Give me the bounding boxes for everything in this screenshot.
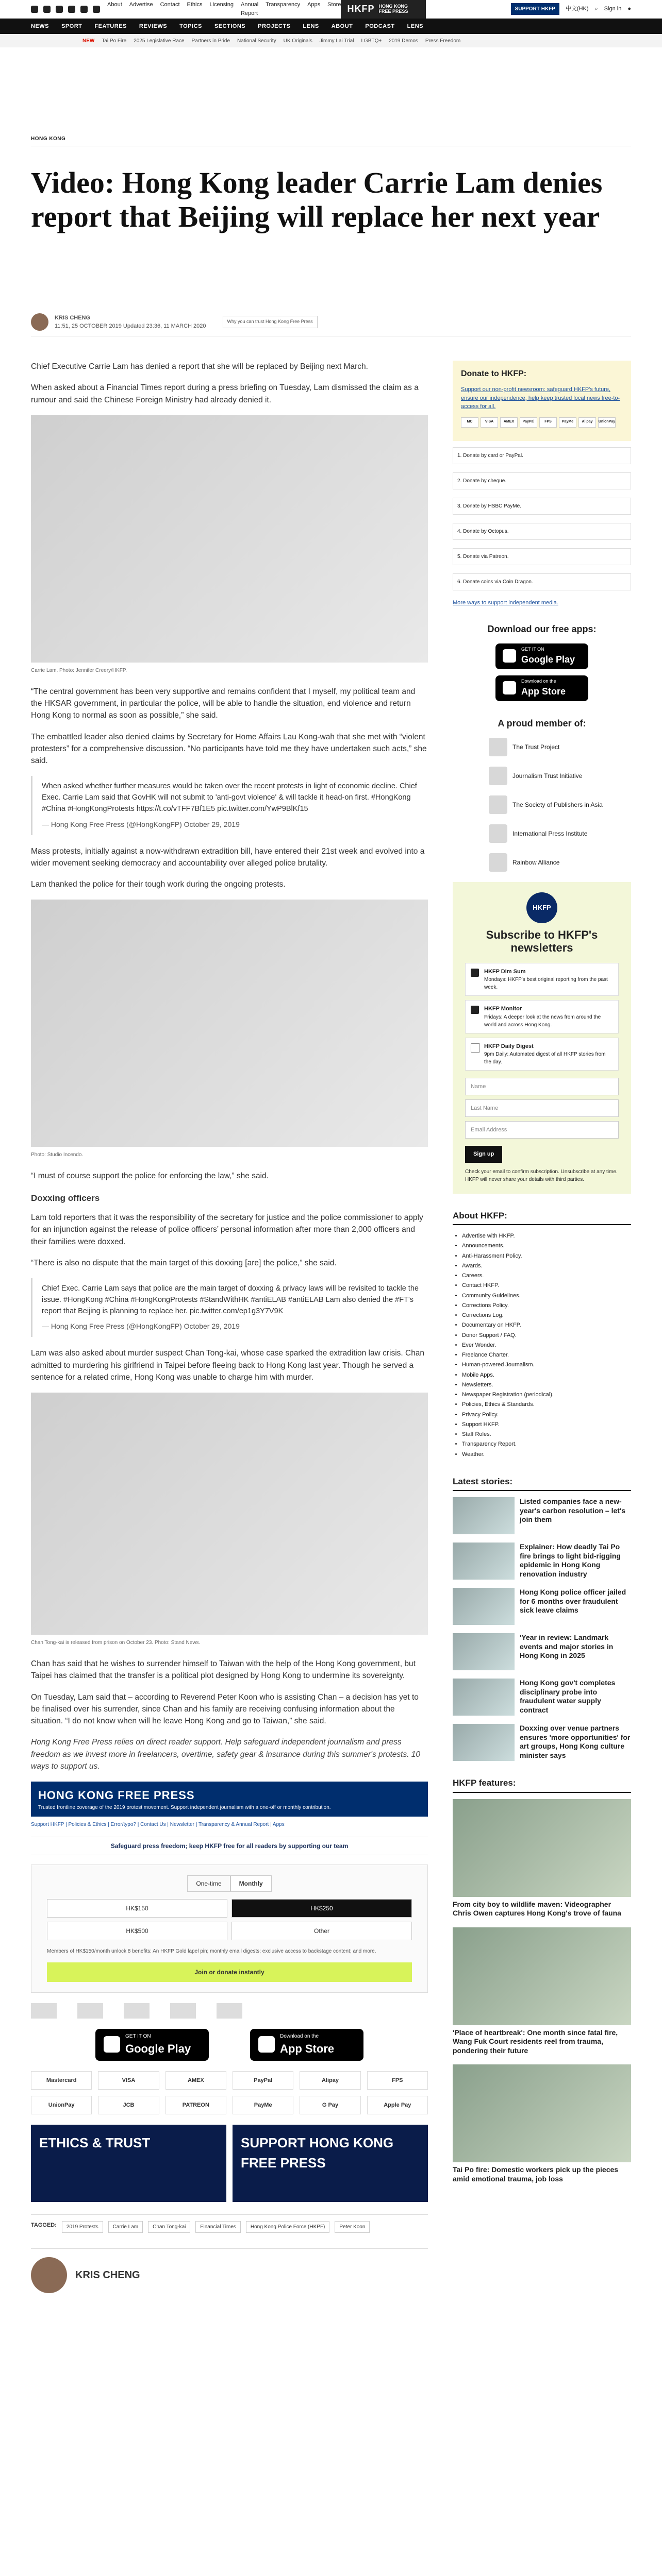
latest-story[interactable] [453, 1588, 631, 1625]
latest-story[interactable] [453, 1633, 631, 1670]
about-link[interactable]: • Policies, Ethics & Standards. [462, 1400, 631, 1410]
amount-options [47, 1899, 412, 1940]
payment-logos [31, 2071, 428, 2114]
author-box [31, 2248, 428, 2293]
main-nav-item[interactable]: ABOUT [331, 23, 353, 29]
story-title: 'Year in review: Landmark events and major stories in Hong Kong in 2025 [520, 1633, 614, 1660]
feature-image [453, 1799, 631, 1897]
about-link[interactable]: • Newspaper Registration (periodical). [462, 1390, 631, 1400]
about-list [453, 1231, 631, 1460]
about-link[interactable]: • Human-powered Journalism. [462, 1360, 631, 1370]
donate-option[interactable]: 2. Donate by cheque. [453, 472, 631, 489]
payment-logo: UnionPay [31, 2096, 92, 2114]
paragraph: Mass protests, initially against a now-withdrawn extradition bill, have entered their 21st week and evolved into a wider movement seeking democracy and accountability over alleged police brutality. [31, 846, 425, 868]
author-avatar-large [31, 2257, 67, 2293]
member-logo-icon [489, 824, 507, 843]
card-logos [461, 417, 623, 428]
member-logo-icon [489, 795, 507, 814]
language-link[interactable]: 中文(HK) [565, 6, 589, 12]
about-link[interactable]: • Ever Wonder. [462, 1341, 631, 1350]
support-note: Hong Kong Free Press relies on direct reader support. Help safeguard independent journalism and press freedom as we invest more in freelancers, overtime, safety gear & insurance during this summer's protests. 10 ways to support us. [31, 1738, 421, 1771]
top-right [426, 3, 631, 15]
top-links [107, 1, 341, 18]
member-logo-icon [489, 853, 507, 872]
donate-option[interactable]: 6. Donate coins via Coin Dragon. [453, 573, 631, 590]
newsletter-title: Subscribe to HKFP's newsletters [486, 928, 598, 955]
member-item[interactable] [489, 767, 631, 785]
store-name: Google Play [125, 2042, 191, 2055]
top-link[interactable]: Annual Report [240, 2, 259, 16]
amount-option[interactable]: HK$500 [47, 1922, 227, 1940]
article-image-chan-tong-kai [31, 1393, 428, 1635]
main-nav-item[interactable]: SECTIONS [214, 23, 246, 29]
signup-button[interactable]: Sign up [465, 1146, 502, 1163]
member-benefits: Members of HK$150/month unlock 8 benefits: An HKFP Gold lapel pin; monthly email digests; exclusive access to backstage content; and more. [47, 1948, 376, 1954]
tag[interactable]: 2019 Protests [62, 2221, 103, 2233]
main-nav-item[interactable]: REVIEWS [139, 23, 168, 29]
about-link[interactable]: • Advertise with HKFP. [462, 1231, 631, 1241]
tag-list [31, 2214, 428, 2233]
paragraph: The embattled leader also denied claims by Secretary for Home Affairs Lau Kong-wah that she met with “violent protesters” for a comprehensive discussion. “No participants have told me they have undertaken such acts,” she said. [31, 732, 427, 765]
card-logo: Alipay [578, 417, 596, 428]
x-icon[interactable] [43, 6, 51, 13]
store-name: Google Play [521, 654, 575, 665]
top-link[interactable]: Ethics [187, 2, 203, 8]
payment-logo: G Pay [300, 2096, 360, 2114]
top-link[interactable]: Licensing [209, 2, 234, 8]
donate-widget [31, 1865, 428, 1993]
feature-title: Tai Po fire: Domestic workers pick up the pieces amid emotional trauma, job loss [453, 2165, 619, 2183]
about-link[interactable]: • Careers. [462, 1271, 631, 1281]
paragraph: “The central government has been very supportive and remains confident that I myself, my political team and the HKSAR government, in particular the police, will be able to handle the situation, end violence and return Hong Kong to normal as soon as possible,” she said. [31, 687, 416, 720]
about-link[interactable]: • Contact HKFP. [462, 1281, 631, 1291]
latest-story[interactable] [453, 1679, 631, 1716]
support-hkfp-button[interactable]: SUPPORT HKFP [511, 3, 559, 15]
about-link[interactable]: • Staff Roles. [462, 1430, 631, 1439]
category-label[interactable]: HONG KONG [31, 135, 631, 146]
more-ways-link[interactable]: More ways to support independent media. [453, 599, 558, 606]
member-name: Journalism Trust Initiative [512, 772, 583, 779]
feature-story[interactable] [453, 1799, 631, 1918]
article-image-carrie-lam [31, 415, 428, 663]
paragraph: When asked about a Financial Times report during a press briefing on Tuesday, Lam dismissed the claim as a rumour and said the Chinese Foreign Ministry had already denied it. [31, 383, 419, 404]
payment-logo: JCB [98, 2096, 159, 2114]
newsletter-option-dimsum[interactable] [465, 963, 619, 996]
feature-title: From city boy to wildlife maven: Videographer Chris Owen captures Hong Kong's trove of fauna [453, 1900, 621, 1918]
member-name: The Society of Publishers in Asia [512, 801, 603, 808]
latest-list [453, 1497, 631, 1761]
paragraph: Chief Executive Carrie Lam has denied a report that she will be replaced by Beijing next March. [31, 362, 368, 371]
member-title: A proud member of: [498, 718, 586, 728]
latest-story[interactable] [453, 1543, 631, 1580]
donate-option[interactable]: 1. Donate by card or PayPal. [453, 447, 631, 464]
nl-name: HKFP Daily Digest [484, 1043, 534, 1049]
paragraph: “I must of course support the police for enforcing the law,” she said. [31, 1172, 269, 1181]
safeguard-heading: Safeguard press freedom; keep HKFP free for all readers by supporting our team [31, 1837, 428, 1855]
main-nav-item[interactable]: FEATURES [94, 23, 127, 29]
banner-subtitle: Trusted frontline coverage of the 2019 protest movement. Support independent journalism with a one-off or monthly contribution. [38, 1805, 331, 1810]
about-link[interactable]: • Community Guidelines. [462, 1291, 631, 1301]
top-link[interactable]: Store [327, 2, 341, 8]
subnav-items [102, 37, 460, 45]
author-name[interactable]: KRIS CHENG [55, 314, 91, 321]
embedded-tweet[interactable] [31, 776, 428, 835]
member-logo-icon [489, 738, 507, 756]
payment-logo: AMEX [166, 2071, 226, 2090]
about-link[interactable]: • Freelance Charter. [462, 1350, 631, 1360]
nl-name: HKFP Monitor [484, 1006, 522, 1012]
store-top: GET IT ON [521, 646, 544, 652]
top-link[interactable]: Transparency [266, 2, 301, 8]
nl-desc: Mondays: HKFP's best original reporting from the past week. [484, 977, 608, 991]
top-link[interactable]: Apps [307, 2, 321, 8]
support-promo[interactable]: SUPPORT HONG KONG FREE PRESS [233, 2125, 428, 2202]
byline [31, 313, 631, 336]
story-thumbnail [453, 1633, 515, 1670]
subnav-item[interactable]: LGBTQ+ [361, 38, 382, 44]
rainbow-logo [217, 2003, 242, 2019]
linkedin-icon[interactable] [93, 6, 100, 13]
first-name-field[interactable]: Name [465, 1078, 619, 1095]
main-nav-item[interactable]: SPORT [61, 23, 82, 29]
payment-logo: FPS [367, 2071, 428, 2090]
story-thumbnail [453, 1724, 515, 1761]
top-link[interactable]: Advertise [129, 2, 153, 8]
paragraph: Lam thanked the police for their tough work during the ongoing protests. [31, 880, 286, 889]
payment-logo: Mastercard [31, 2071, 92, 2090]
promo-row [31, 2125, 428, 2202]
sub-nav [0, 34, 662, 47]
subnav-item[interactable]: UK Originals [283, 38, 312, 44]
hkfp-logo[interactable] [341, 0, 426, 19]
store-top: Download on the [521, 678, 556, 684]
toggle-one-time[interactable]: One-time [187, 1875, 230, 1892]
ipi-logo [170, 2003, 196, 2019]
feature-story[interactable] [453, 1927, 631, 2056]
hkfp-support-banner[interactable] [31, 1782, 428, 1817]
apple-icon [503, 681, 516, 694]
trust-project-logo [31, 2003, 57, 2019]
paragraph: Lam told reporters that it was the responsibility of the secretary for justice and the police commissioner to apply for an injunction against the release of police officers’ personal information after more than 2,000 officers and their families were doxxed. [31, 1213, 423, 1246]
email-field[interactable]: Email Address [465, 1121, 619, 1139]
top-bar [0, 0, 662, 19]
app-store-button[interactable] [250, 2029, 363, 2061]
card-logo: UnionPay [598, 417, 616, 428]
story-title: Hong Kong police officer jailed for 6 months over fraudulent sick leave claims [520, 1588, 626, 1615]
logo-abbr: HKFP [347, 4, 375, 14]
member-name: International Press Institute [512, 830, 588, 837]
store-top: Download on the [280, 2033, 319, 2039]
sidebar-donate [453, 361, 631, 441]
main-nav-item[interactable]: TOPICS [179, 23, 202, 29]
subnav-item[interactable]: Jimmy Lai Trial [319, 38, 354, 44]
features-list [453, 1799, 631, 2184]
features-section [453, 1776, 631, 2183]
tweet-text: Chief Exec. Carrie Lam says that police are the main target of doxxing & privacy laws will be revisited to tackle the issue. #HongKong #China #HongKongProtests #StandWithHK #antiELAB #antiELAB Lam also denied the #FT's report that Beijing is planning to replace her. pic.twitter.com/ep1g3Y7V9K [42, 1284, 419, 1315]
last-name-field[interactable]: Last Name [465, 1099, 619, 1117]
paragraph: Chan has said that he wishes to surrender himself to Taiwan with the help of the Hong Kong government, but Taipei has claimed that the transfer is a political plot designed by Hong Kong to undermine its sovereignty. [31, 1659, 416, 1681]
feature-title: 'Place of heartbreak': One month since fatal fire, Wang Fuk Court residents reel from trauma, pondering their future [453, 2028, 618, 2055]
signin-link[interactable]: Sign in [604, 6, 622, 12]
store-name: App Store [521, 686, 566, 697]
nl-desc: Fridays: A deeper look at the news from around the world and across Hong Kong. [484, 1014, 601, 1028]
story-thumbnail [453, 1543, 515, 1580]
donate-option[interactable]: 4. Donate by Octopus. [453, 523, 631, 540]
subnav-item[interactable]: Partners in Pride [191, 38, 230, 44]
image-caption: Carrie Lam. Photo: Jennifer Creery/HKFP. [31, 667, 127, 673]
tags-label: TAGGED: [31, 2222, 57, 2228]
main-nav-item[interactable]: PROJECTS [258, 23, 291, 29]
ethics-promo[interactable]: ETHICS & TRUST [31, 2125, 226, 2202]
top-link[interactable]: Contact [160, 2, 180, 8]
author-avatar [31, 313, 48, 331]
story-title: Doxxing over venue partners ensures 'more opportunities' for art groups, Hong Kong culture minister says [520, 1724, 631, 1759]
amount-option-selected[interactable]: HK$250 [231, 1899, 412, 1918]
newsletter-option-monitor[interactable] [465, 1000, 619, 1033]
about-link[interactable]: • Support HKFP. [462, 1420, 631, 1430]
features-title: HKFP features: [453, 1776, 631, 1793]
join-button[interactable]: Join or donate instantly [47, 1962, 412, 1982]
payment-logo: PATREON [166, 2096, 226, 2114]
threads-icon[interactable] [80, 6, 88, 13]
frequency-toggle [47, 1875, 412, 1892]
main-nav-item[interactable]: LENS [407, 23, 423, 29]
facebook-icon[interactable] [31, 6, 38, 13]
member-name: The Trust Project [512, 743, 560, 751]
member-item[interactable] [489, 824, 631, 843]
tweet-byline[interactable]: — Hong Kong Free Press (@HongKongFP) October 29, 2019 [42, 820, 240, 828]
tweet-text: When asked whether further measures would be taken over the recent protests in light of economic decline. Chief Exec. Carrie Lam said that GovHK will not submit to 'anti-govt violence' & will tackle it head-on first. #HongKong #China #HongKongProtests https://t.co/vTFF7Bf1E5 pic.twitter.com/YwP9BlKf15 [42, 782, 417, 813]
tweet-byline[interactable]: — Hong Kong Free Press (@HongKongFP) October 29, 2019 [42, 1322, 240, 1331]
about-link[interactable]: • Documentary on HKFP. [462, 1320, 631, 1330]
subnav-item[interactable]: National Security [237, 38, 276, 44]
card-logo: FPS [539, 417, 557, 428]
google-play-icon [503, 649, 516, 663]
latest-story[interactable] [453, 1724, 631, 1761]
story-thumbnail [453, 1497, 515, 1534]
sidebar-google-play[interactable] [495, 643, 588, 669]
about-link[interactable]: • Weather. [462, 1450, 631, 1460]
logo-name: HONG KONG FREE PRESS [378, 3, 408, 14]
about-link[interactable]: • Corrections Log. [462, 1311, 631, 1320]
about-link[interactable]: • Awards. [462, 1261, 631, 1271]
latest-story[interactable] [453, 1497, 631, 1534]
google-play-button[interactable] [95, 2029, 209, 2061]
main-nav-item[interactable]: LENS [303, 23, 319, 29]
card-logo: VISA [481, 417, 498, 428]
tag[interactable]: Hong Kong Police Force (HKPF) [246, 2221, 330, 2233]
story-title: Explainer: How deadly Tai Po fire brings to light bid-rigging epidemic in Hong Kong renovation industry [520, 1543, 621, 1578]
feature-story[interactable] [453, 2064, 631, 2183]
tag[interactable]: Carrie Lam [108, 2221, 143, 2233]
sopa-logo [124, 2003, 150, 2019]
image-caption: Chan Tong-kai is released from prison on October 23. Photo: Stand News. [31, 1640, 201, 1646]
newsletter-box [453, 882, 631, 1194]
jti-logo [77, 2003, 103, 2019]
story-title: Hong Kong gov't completes disciplinary probe into fraudulent water supply contract [520, 1679, 616, 1714]
card-logo: PayMe [559, 417, 576, 428]
new-label: NEW [82, 38, 95, 44]
about-link[interactable]: • Transparency Report. [462, 1439, 631, 1449]
newsletter-logo: HKFP [526, 892, 557, 923]
nl-desc: 9pm Daily: Automated digest of all HKFP stories from the day. [484, 1052, 606, 1065]
subnav-item[interactable]: Tai Po Fire [102, 38, 127, 44]
feature-image [453, 1927, 631, 2025]
article-footer-links[interactable]: Support HKFP | Policies & Ethics | Error/typo? | Contact Us | Newsletter | Transparency & Annual Report | Apps [31, 1822, 285, 1827]
member-list [453, 738, 631, 872]
payment-logo: PayPal [233, 2071, 293, 2090]
article-body [31, 361, 428, 2293]
banner-title: HONG KONG FREE PRESS [38, 1789, 195, 1802]
tag[interactable]: Financial Times [195, 2221, 240, 2233]
social-icons [31, 6, 100, 13]
card-logo: PayPal [520, 417, 537, 428]
paragraph: Lam was also asked about murder suspect Chan Tong-kai, whose case sparked the extradition law crisis. Chan admitted to murdering his girlfriend in Taipei before fleeing back to Hong Kong last year. Though he served a sentence for a related crime, Hong Kong was unable to charge him with murder. [31, 1349, 425, 1382]
latest-section [453, 1475, 631, 1761]
main-nav-item[interactable]: NEWS [31, 23, 49, 29]
amount-option[interactable]: HK$150 [47, 1899, 227, 1918]
paragraph: “There is also no dispute that the main target of this doxxing [are] the police,” she said. [31, 1258, 337, 1267]
donate-option[interactable]: 5. Donate via Patreon. [453, 548, 631, 565]
subnav-item[interactable]: Press Freedom [425, 38, 461, 44]
nl-name: HKFP Dim Sum [484, 968, 526, 975]
about-section [453, 1209, 631, 1460]
payment-logo: PayMe [233, 2096, 293, 2114]
account-icon[interactable]: ● [627, 6, 631, 12]
about-title: About HKFP: [453, 1209, 631, 1226]
instagram-icon[interactable] [56, 6, 63, 13]
subnav-item[interactable]: 2025 Legislative Race [134, 38, 185, 44]
signup-note: Check your email to confirm subscription. Unsubscribe at any time. HKFP will never share your details with third parties. [465, 1168, 618, 1182]
store-top: GET IT ON [125, 2033, 151, 2039]
payment-logo: Apple Pay [367, 2096, 428, 2114]
image-caption: Photo: Studio Incendo. [31, 1152, 84, 1158]
about-link[interactable]: • Anti-Harassment Policy. [462, 1251, 631, 1261]
donate-option[interactable]: 3. Donate by HSBC PayMe. [453, 498, 631, 515]
member-name: Rainbow Alliance [512, 859, 560, 866]
about-link[interactable]: • Donor Support / FAQ. [462, 1331, 631, 1341]
search-icon[interactable]: ⌕ [594, 6, 598, 12]
about-link[interactable]: • Mobile Apps. [462, 1370, 631, 1380]
sidebar-donate-link[interactable]: Support our non-profit newsroom: safeguard HKFP's future, ensure our independence, help keep trusted local news free-to-access for all. [461, 386, 620, 410]
story-title: Listed companies face a new-year's carbon resolution – let's join them [520, 1497, 626, 1524]
subnav-item[interactable]: 2019 Demos [389, 38, 418, 44]
payment-logo: Alipay [300, 2071, 360, 2090]
amount-option-other[interactable]: Other [231, 1922, 412, 1940]
sidebar-donate-title: Donate to HKFP: [461, 369, 527, 378]
youtube-icon[interactable] [68, 6, 75, 13]
feature-image [453, 2064, 631, 2162]
section-heading: Doxxing officers [31, 1193, 100, 1203]
about-link[interactable]: • Privacy Policy. [462, 1410, 631, 1420]
member-item[interactable] [489, 738, 631, 756]
member-item[interactable] [489, 853, 631, 872]
author-box-name[interactable]: KRIS CHENG [75, 2269, 140, 2281]
story-thumbnail [453, 1588, 515, 1625]
main-nav [0, 19, 662, 34]
google-play-icon [104, 2036, 120, 2053]
story-thumbnail [453, 1679, 515, 1716]
about-link[interactable]: • Newsletters. [462, 1380, 631, 1390]
member-logo-icon [489, 767, 507, 785]
about-link[interactable]: • Announcements. [462, 1241, 631, 1251]
card-logo: MC [461, 417, 478, 428]
sidebar-app-store[interactable] [495, 675, 588, 701]
toggle-monthly[interactable]: Monthly [230, 1875, 272, 1892]
sidebar-donate-text [461, 385, 623, 411]
author-block [55, 314, 206, 331]
member-logos-row [31, 2003, 428, 2019]
apps-title: Download our free apps: [487, 624, 597, 634]
trust-link[interactable]: Why you can trust Hong Kong Free Press [223, 316, 318, 328]
tag[interactable]: Peter Koon [335, 2221, 370, 2233]
card-logo: AMEX [500, 417, 518, 428]
member-item[interactable] [489, 795, 631, 814]
main-nav-item[interactable]: PODCAST [365, 23, 395, 29]
store-name: App Store [280, 2042, 335, 2055]
newsletter-option-digest[interactable] [465, 1038, 619, 1071]
donate-options [453, 447, 631, 590]
about-link[interactable]: • Corrections Policy. [462, 1301, 631, 1311]
paragraph: On Tuesday, Lam said that – according to Reverend Peter Koon who is assisting Chan – a decision has yet to be finalised over his surrender, since Chan and his family are receiving confusing information about the situation. “I do not know when will he leave Hong Kong and go to Taiwan,” she said. [31, 1692, 419, 1725]
latest-title: Latest stories: [453, 1475, 631, 1492]
app-store-row [31, 2029, 428, 2061]
article-image-police [31, 900, 428, 1147]
embedded-tweet[interactable] [31, 1278, 428, 1337]
payment-logo: VISA [98, 2071, 159, 2090]
page-title: Video: Hong Kong leader Carrie Lam denies report that Beijing will replace her next year [31, 166, 603, 233]
sidebar [453, 361, 631, 2193]
publish-dates: 11:51, 25 OCTOBER 2019 Updated 23:36, 11 MARCH 2020 [55, 323, 206, 329]
top-link[interactable]: About [107, 2, 122, 8]
apple-icon [258, 2036, 275, 2053]
tag[interactable]: Chan Tong-kai [148, 2221, 190, 2233]
